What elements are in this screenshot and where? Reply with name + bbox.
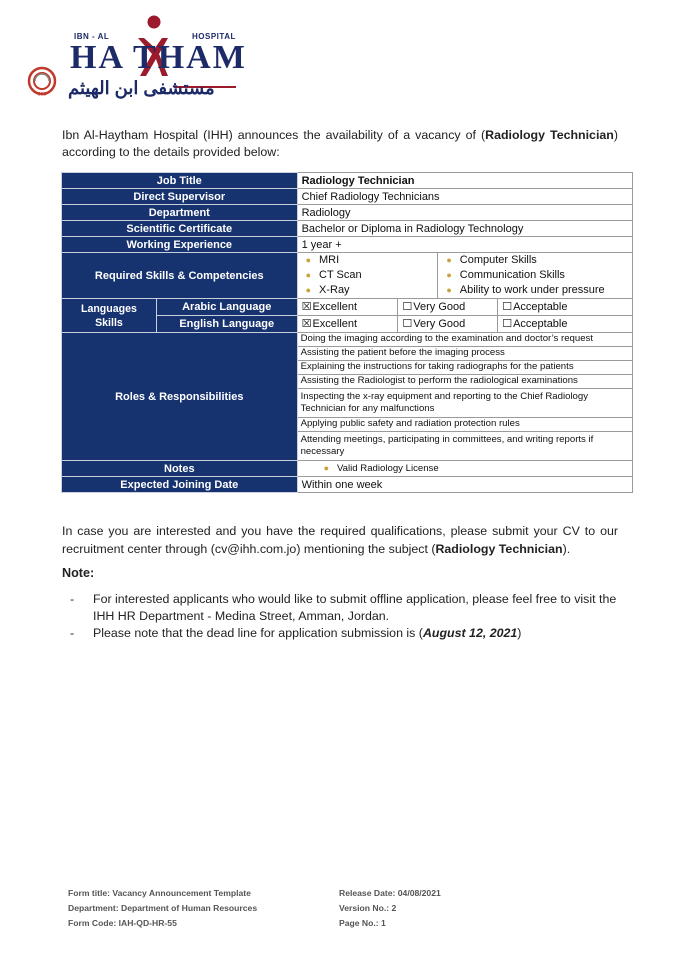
arabic-excellent-option[interactable]: [297, 299, 398, 316]
intro-position: Radiology Technician: [485, 128, 614, 142]
footer-right: [339, 886, 441, 931]
unchecked-box-icon: ☐: [502, 317, 513, 330]
checked-box-icon: ☒: [301, 317, 312, 330]
skills-label: Required Skills & Competencies: [62, 253, 298, 299]
row-supervisor: [62, 189, 633, 205]
english-language-label: English Language: [156, 316, 297, 333]
logo-wordmark: HA THAM: [70, 39, 247, 76]
footer-department: Department: Department of Human Resources: [68, 903, 258, 913]
option-label: Excellent: [312, 301, 358, 313]
application-text-2: ).: [562, 542, 571, 556]
arabic-verygood-option[interactable]: [398, 299, 498, 316]
skill-item: [302, 253, 434, 268]
option-label: Acceptable: [513, 301, 568, 313]
role-item: Attending meetings, participating in committees, and writing reports if necessary: [297, 432, 632, 461]
certificate-label: Scientific Certificate: [62, 221, 298, 237]
notes-label: Notes: [62, 461, 298, 477]
note-item: [62, 625, 622, 642]
arabic-acceptable-option[interactable]: [498, 299, 633, 316]
deadline-prefix: Please note that the dead line for application submission is (: [93, 626, 423, 640]
department-label: Department: [62, 205, 298, 221]
row-skills: [62, 253, 633, 299]
skills-left-cell: [297, 253, 438, 299]
skill-text: CT Scan: [319, 269, 362, 281]
bullet-icon: ●: [446, 255, 452, 265]
footer-page-number: Page No.: 1: [339, 918, 386, 928]
hospital-logo: [24, 14, 254, 104]
option-label: Acceptable: [513, 318, 568, 330]
logo-hospital: HOSPITAL: [192, 32, 236, 41]
skill-item: [302, 268, 434, 283]
job-title-label: Job Title: [62, 173, 298, 189]
bullet-icon: ●: [323, 462, 329, 473]
skill-text: MRI: [319, 254, 340, 266]
row-role: [62, 333, 633, 347]
joining-value: Within one week: [297, 477, 632, 493]
option-label: Excellent: [312, 318, 358, 330]
bullet-icon: ●: [305, 270, 311, 280]
row-certificate: [62, 221, 633, 237]
intro-text-1: Ibn Al-Haytham Hospital (IHH) announces the availability of a vacancy of (: [62, 128, 486, 142]
notes-value: Valid Radiology License: [337, 462, 439, 474]
footer-release-date: Release Date: 04/08/2021: [339, 888, 441, 898]
footer-form-title: Form title: Vacancy Announcement Template: [68, 888, 251, 898]
intro-paragraph: [62, 127, 618, 161]
vacancy-table: [61, 172, 633, 493]
note-item: [62, 591, 622, 625]
languages-label: Languages Skills: [62, 299, 157, 333]
certification-seal-icon: [27, 66, 57, 96]
footer-left: [68, 886, 257, 931]
role-item: Assisting the Radiologist to perform the radiological examinations: [297, 375, 632, 389]
footer-form-code: Form Code: IAH-QD-HR-55: [68, 918, 177, 928]
unchecked-box-icon: ☐: [402, 317, 413, 330]
unchecked-box-icon: ☐: [502, 300, 513, 313]
joining-label: Expected Joining Date: [62, 477, 298, 493]
option-label: Very Good: [413, 318, 466, 330]
skill-text: Communication Skills: [459, 269, 565, 281]
unchecked-box-icon: ☐: [402, 300, 413, 313]
logo-prefix: IBN - AL: [74, 32, 110, 41]
deadline-date: August 12, 2021: [422, 626, 518, 640]
skill-text: X-Ray: [319, 284, 350, 296]
supervisor-label: Direct Supervisor: [62, 189, 298, 205]
seal-text: SGS: [37, 91, 47, 96]
application-text-1: In case you are interested and you have the required qualifications, please submit your CV to our recruitment center through (cv@ihh.com.jo) mentioning the subject (: [62, 524, 618, 556]
experience-value: 1 year +: [297, 237, 632, 253]
dash-bullet: -: [70, 592, 75, 606]
english-excellent-option[interactable]: [297, 316, 398, 333]
bullet-icon: ●: [446, 270, 452, 280]
row-job-title: [62, 173, 633, 189]
department-value: Radiology: [297, 205, 632, 221]
deadline-suffix: ): [517, 626, 522, 640]
skill-text: Ability to work under pressure: [459, 284, 605, 296]
skill-text: Computer Skills: [459, 254, 537, 266]
bullet-icon: ●: [305, 285, 311, 295]
skill-item: [442, 283, 628, 298]
supervisor-value: Chief Radiology Technicians: [297, 189, 632, 205]
roles-label: Roles & Responsibilities: [62, 333, 298, 461]
option-label: Very Good: [413, 301, 466, 313]
row-arabic-language: [62, 299, 633, 316]
row-notes: [62, 461, 633, 477]
skill-item: [442, 253, 628, 268]
row-experience: [62, 237, 633, 253]
dash-bullet: -: [70, 626, 75, 640]
job-title-value: Radiology Technician: [297, 173, 632, 189]
intro-text-2: ) according to the details provided below:: [62, 128, 618, 159]
note-item-text: For interested applicants who would like to submit offline application, please feel free to visit the IHH HR Department - Medina Street, Amman, Jordan.: [93, 592, 617, 623]
role-item: Applying public safety and radiation protection rules: [297, 418, 632, 432]
footer-version: Version No.: 2: [339, 903, 397, 913]
role-item: Inspecting the x-ray equipment and reporting to the Chief Radiology Technician for any malfunctions: [297, 389, 632, 418]
row-department: [62, 205, 633, 221]
certificate-value: Bachelor or Diploma in Radiology Technology: [297, 221, 632, 237]
role-item: Explaining the instructions for taking radiographs for the patients: [297, 361, 632, 375]
application-paragraph: [62, 522, 618, 558]
role-item: Doing the imaging according to the examination and doctor’s request: [297, 333, 632, 347]
role-item: Assisting the patient before the imaging process: [297, 347, 632, 361]
note-heading: Note:: [62, 566, 95, 580]
experience-label: Working Experience: [62, 237, 298, 253]
skills-right-cell: [438, 253, 633, 299]
application-subject: Radiology Technician: [435, 542, 563, 556]
skill-item: [442, 268, 628, 283]
bullet-icon: ●: [305, 255, 311, 265]
checked-box-icon: ☒: [301, 300, 312, 313]
arabic-language-label: Arabic Language: [156, 299, 297, 316]
notes-value-cell: [297, 461, 632, 477]
logo-arabic-name: مستشفى ابن الهيثم: [68, 78, 215, 98]
bullet-icon: ●: [446, 285, 452, 295]
english-acceptable-option[interactable]: [498, 316, 633, 333]
english-verygood-option[interactable]: [398, 316, 498, 333]
row-joining: [62, 477, 633, 493]
note-list: [62, 591, 622, 642]
skill-item: [302, 283, 434, 298]
